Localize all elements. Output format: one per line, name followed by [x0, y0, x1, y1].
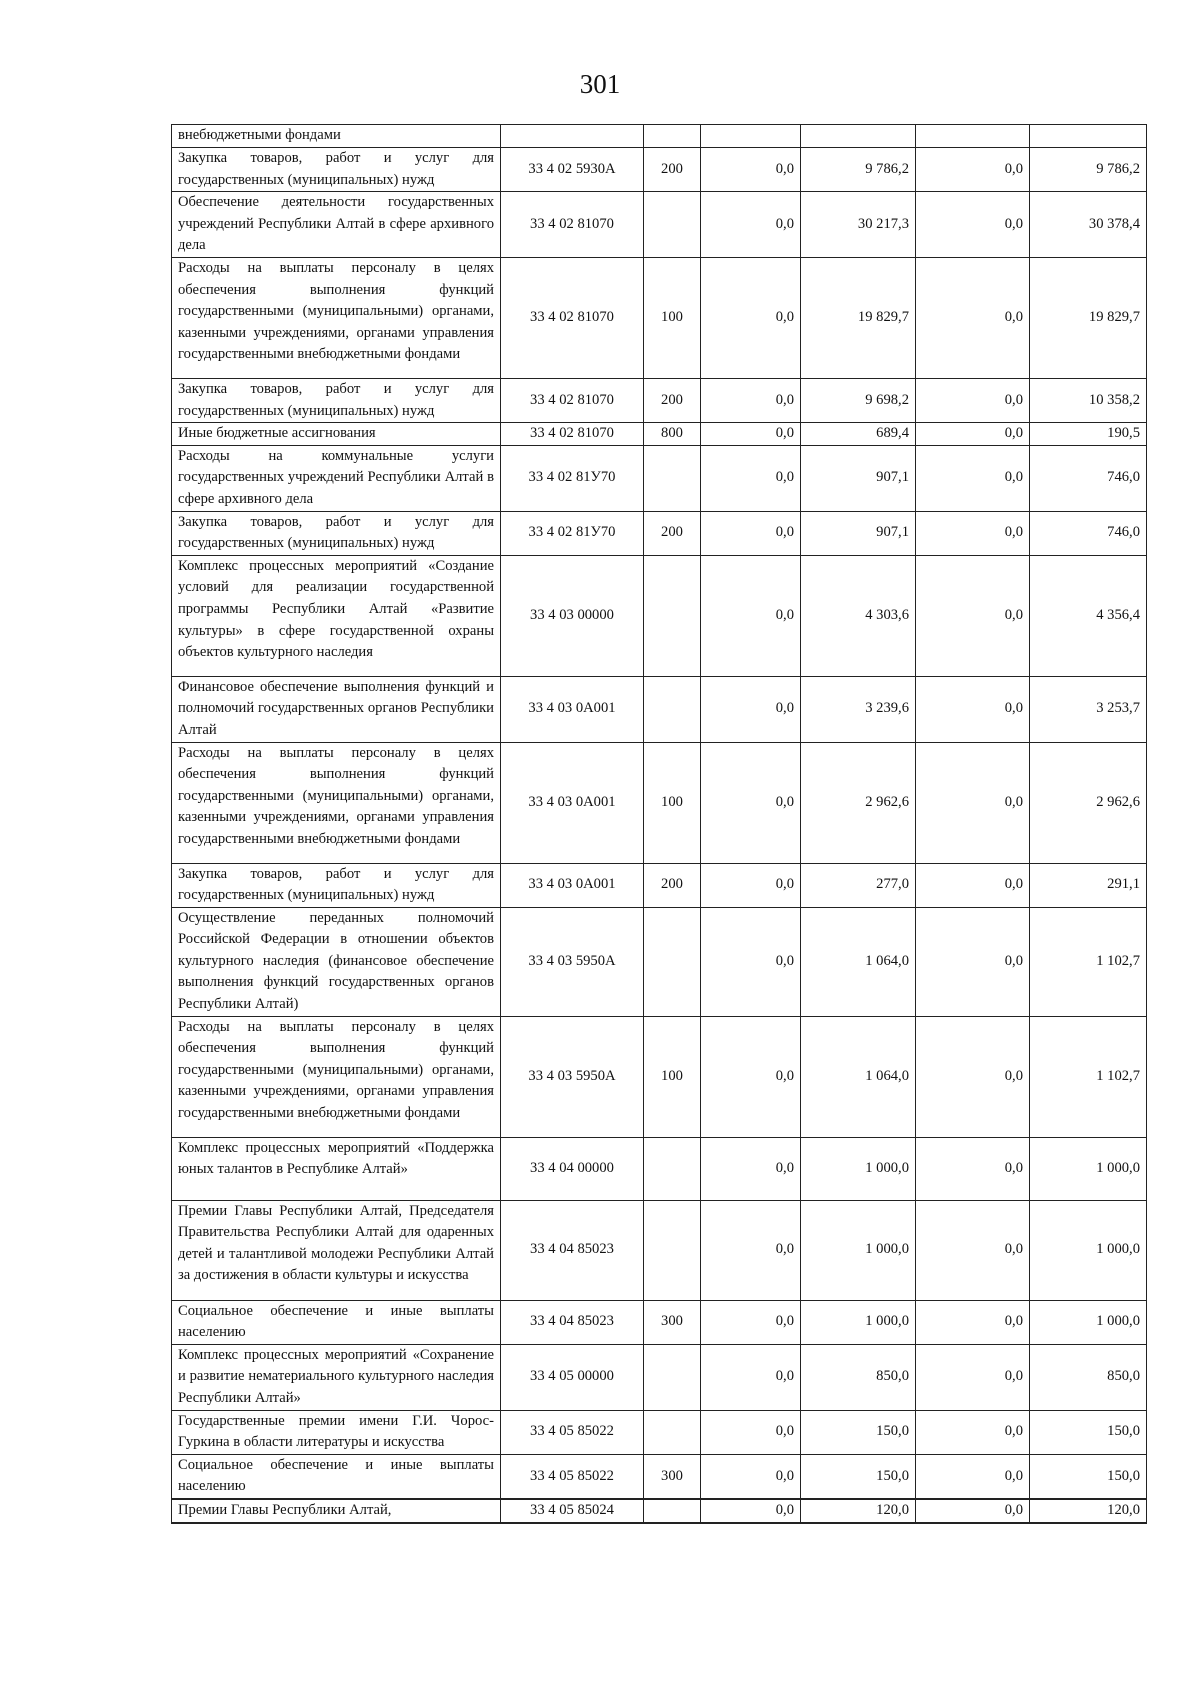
row-name-cell: Обеспечение деятельности государственных учреждений Республики Алтай в сфере архивного дела: [172, 192, 501, 258]
row-value-1-cell: 0,0: [701, 148, 801, 192]
row-name-cell: Комплекс процессных мероприятий «Сохранение и развитие нематериального культурного наследия Республики Алтай»: [172, 1344, 501, 1410]
row-value-4-cell: 1 000,0: [1030, 1200, 1147, 1300]
row-value-2-cell: 1 064,0: [801, 1016, 916, 1137]
row-value-1-cell: 0,0: [701, 257, 801, 378]
row-value-2-cell: 120,0: [801, 1499, 916, 1523]
row-name-cell: Государственные премии имени Г.И. Чорос-Гуркина в области литературы и искусства: [172, 1410, 501, 1454]
row-value-4-cell: 120,0: [1030, 1499, 1147, 1523]
row-code-cell: 33 4 02 81070: [501, 378, 644, 422]
row-name-cell: Расходы на выплаты персоналу в целях обеспечения выполнения функций государственными (муниципальными) органами, казенными учреждениями, органами управления государственными внебюджетными фондами: [172, 257, 501, 378]
row-code-cell: [501, 125, 644, 148]
row-value-1-cell: [701, 125, 801, 148]
row-value-2-cell: 1 000,0: [801, 1137, 916, 1200]
row-name-cell: Расходы на выплаты персоналу в целях обеспечения выполнения функций государственными (муниципальными) органами, казенными учреждениями, органами управления государственными внебюджетными фондами: [172, 1016, 501, 1137]
budget-table-body: [172, 125, 1147, 1523]
row-name-cell: Осуществление переданных полномочий Российской Федерации в отношении объектов культурного наследия (финансовое обеспечение выполнения функций государственных органов Республики Алтай): [172, 907, 501, 1016]
row-value-3-cell: 0,0: [916, 511, 1030, 555]
row-name-cell: Премии Главы Республики Алтай, Председателя Правительства Республики Алтай для одаренных детей и талантливой молодежи Республики Алтай за достижения в области культуры и искусства: [172, 1200, 501, 1300]
row-value-4-cell: 19 829,7: [1030, 257, 1147, 378]
table-row: [172, 1300, 1147, 1344]
row-value-4-cell: 10 358,2: [1030, 378, 1147, 422]
row-code-cell: 33 4 03 0А001: [501, 863, 644, 907]
row-value-1-cell: 0,0: [701, 1410, 801, 1454]
row-code-cell: 33 4 05 85024: [501, 1499, 644, 1523]
row-value-1-cell: 0,0: [701, 1454, 801, 1499]
row-value-2-cell: 907,1: [801, 511, 916, 555]
row-expense-type-cell: [644, 1410, 701, 1454]
row-value-1-cell: 0,0: [701, 863, 801, 907]
row-value-4-cell: 746,0: [1030, 445, 1147, 511]
table-row: [172, 257, 1147, 378]
row-expense-type-cell: 800: [644, 423, 701, 446]
table-row: [172, 1499, 1147, 1523]
row-expense-type-cell: [644, 676, 701, 742]
row-value-4-cell: 1 000,0: [1030, 1137, 1147, 1200]
row-value-3-cell: 0,0: [916, 192, 1030, 258]
row-code-cell: 33 4 05 85022: [501, 1454, 644, 1499]
row-expense-type-cell: 200: [644, 148, 701, 192]
row-value-4-cell: 3 253,7: [1030, 676, 1147, 742]
row-value-3-cell: 0,0: [916, 1499, 1030, 1523]
row-value-3-cell: 0,0: [916, 1200, 1030, 1300]
row-value-1-cell: 0,0: [701, 511, 801, 555]
row-code-cell: 33 4 02 81070: [501, 423, 644, 446]
row-value-4-cell: 30 378,4: [1030, 192, 1147, 258]
row-value-3-cell: 0,0: [916, 445, 1030, 511]
row-code-cell: 33 4 02 5930А: [501, 148, 644, 192]
row-code-cell: 33 4 04 85023: [501, 1200, 644, 1300]
row-value-4-cell: 1 000,0: [1030, 1300, 1147, 1344]
row-value-1-cell: 0,0: [701, 555, 801, 676]
row-name-cell: Закупка товаров, работ и услуг для государственных (муниципальных) нужд: [172, 511, 501, 555]
row-value-3-cell: 0,0: [916, 676, 1030, 742]
row-value-4-cell: 150,0: [1030, 1410, 1147, 1454]
row-code-cell: 33 4 04 00000: [501, 1137, 644, 1200]
row-value-1-cell: 0,0: [701, 192, 801, 258]
row-value-3-cell: 0,0: [916, 555, 1030, 676]
table-row: [172, 1016, 1147, 1137]
row-expense-type-cell: [644, 1344, 701, 1410]
row-value-1-cell: 0,0: [701, 676, 801, 742]
row-expense-type-cell: [644, 907, 701, 1016]
row-code-cell: 33 4 03 5950А: [501, 907, 644, 1016]
row-value-2-cell: 1 064,0: [801, 907, 916, 1016]
row-value-1-cell: 0,0: [701, 423, 801, 446]
row-value-1-cell: 0,0: [701, 1499, 801, 1523]
table-row: [172, 742, 1147, 863]
row-code-cell: 33 4 02 81У70: [501, 511, 644, 555]
row-name-cell: Премии Главы Республики Алтай,: [172, 1499, 501, 1523]
row-code-cell: 33 4 03 00000: [501, 555, 644, 676]
row-expense-type-cell: 300: [644, 1454, 701, 1499]
row-value-2-cell: 9 698,2: [801, 378, 916, 422]
row-value-1-cell: 0,0: [701, 1200, 801, 1300]
table-row: [172, 907, 1147, 1016]
row-value-3-cell: 0,0: [916, 742, 1030, 863]
row-value-2-cell: 4 303,6: [801, 555, 916, 676]
row-name-cell: Социальное обеспечение и иные выплаты населению: [172, 1454, 501, 1499]
row-code-cell: 33 4 04 85023: [501, 1300, 644, 1344]
row-code-cell: 33 4 02 81070: [501, 192, 644, 258]
row-expense-type-cell: [644, 445, 701, 511]
row-expense-type-cell: 100: [644, 742, 701, 863]
row-value-1-cell: 0,0: [701, 1016, 801, 1137]
row-name-cell: Социальное обеспечение и иные выплаты населению: [172, 1300, 501, 1344]
row-value-1-cell: 0,0: [701, 1300, 801, 1344]
table-row: [172, 378, 1147, 422]
table-row: [172, 676, 1147, 742]
row-value-1-cell: 0,0: [701, 1344, 801, 1410]
row-value-2-cell: 2 962,6: [801, 742, 916, 863]
table-row: [172, 1344, 1147, 1410]
row-value-3-cell: [916, 125, 1030, 148]
table-row: [172, 1454, 1147, 1499]
row-value-2-cell: 150,0: [801, 1410, 916, 1454]
table-row: [172, 555, 1147, 676]
row-value-2-cell: 1 000,0: [801, 1300, 916, 1344]
row-name-cell: Расходы на выплаты персоналу в целях обеспечения выполнения функций государственными (муниципальными) органами, казенными учреждениями, органами управления государственными внебюджетными фондами: [172, 742, 501, 863]
row-value-4-cell: 150,0: [1030, 1454, 1147, 1499]
row-value-4-cell: 2 962,6: [1030, 742, 1147, 863]
row-value-3-cell: 0,0: [916, 1137, 1030, 1200]
row-value-3-cell: 0,0: [916, 1300, 1030, 1344]
row-value-2-cell: [801, 125, 916, 148]
row-code-cell: 33 4 05 85022: [501, 1410, 644, 1454]
row-value-3-cell: 0,0: [916, 907, 1030, 1016]
row-value-4-cell: 1 102,7: [1030, 907, 1147, 1016]
row-value-2-cell: 277,0: [801, 863, 916, 907]
page-number: 301: [579, 69, 621, 99]
table-row: [172, 148, 1147, 192]
row-name-cell: внебюджетными фондами: [172, 125, 501, 148]
row-value-3-cell: 0,0: [916, 378, 1030, 422]
table-row: [172, 1200, 1147, 1300]
row-expense-type-cell: [644, 192, 701, 258]
row-name-cell: Иные бюджетные ассигнования: [172, 423, 501, 446]
row-expense-type-cell: [644, 125, 701, 148]
budget-table: [171, 124, 1147, 1524]
row-expense-type-cell: 200: [644, 863, 701, 907]
row-name-cell: Закупка товаров, работ и услуг для государственных (муниципальных) нужд: [172, 863, 501, 907]
row-value-4-cell: 4 356,4: [1030, 555, 1147, 676]
table-row: [172, 445, 1147, 511]
table-row: [172, 125, 1147, 148]
row-value-2-cell: 9 786,2: [801, 148, 916, 192]
row-value-3-cell: 0,0: [916, 148, 1030, 192]
row-value-3-cell: 0,0: [916, 257, 1030, 378]
table-row: [172, 863, 1147, 907]
row-value-4-cell: 746,0: [1030, 511, 1147, 555]
row-value-1-cell: 0,0: [701, 907, 801, 1016]
row-value-3-cell: 0,0: [916, 1344, 1030, 1410]
row-value-2-cell: 30 217,3: [801, 192, 916, 258]
row-value-4-cell: 1 102,7: [1030, 1016, 1147, 1137]
row-expense-type-cell: 300: [644, 1300, 701, 1344]
table-row: [172, 1137, 1147, 1200]
row-value-3-cell: 0,0: [916, 1454, 1030, 1499]
row-code-cell: 33 4 03 0А001: [501, 742, 644, 863]
row-value-2-cell: 150,0: [801, 1454, 916, 1499]
row-value-3-cell: 0,0: [916, 1016, 1030, 1137]
row-code-cell: 33 4 03 0А001: [501, 676, 644, 742]
row-value-4-cell: 9 786,2: [1030, 148, 1147, 192]
row-value-1-cell: 0,0: [701, 1137, 801, 1200]
row-value-2-cell: 3 239,6: [801, 676, 916, 742]
row-name-cell: Закупка товаров, работ и услуг для государственных (муниципальных) нужд: [172, 378, 501, 422]
row-code-cell: 33 4 05 00000: [501, 1344, 644, 1410]
row-name-cell: Комплекс процессных мероприятий «Поддержка юных талантов в Республике Алтай»: [172, 1137, 501, 1200]
row-value-2-cell: 907,1: [801, 445, 916, 511]
row-expense-type-cell: 200: [644, 378, 701, 422]
row-value-2-cell: 689,4: [801, 423, 916, 446]
row-expense-type-cell: [644, 1200, 701, 1300]
row-value-3-cell: 0,0: [916, 863, 1030, 907]
row-value-3-cell: 0,0: [916, 423, 1030, 446]
row-value-1-cell: 0,0: [701, 378, 801, 422]
row-expense-type-cell: 100: [644, 257, 701, 378]
row-code-cell: 33 4 03 5950А: [501, 1016, 644, 1137]
row-expense-type-cell: 200: [644, 511, 701, 555]
row-name-cell: Закупка товаров, работ и услуг для государственных (муниципальных) нужд: [172, 148, 501, 192]
row-name-cell: Комплекс процессных мероприятий «Создание условий для реализации государственной программы Республики Алтай «Развитие культуры» в сфере государственной охраны объектов культурного наследия: [172, 555, 501, 676]
row-code-cell: 33 4 02 81У70: [501, 445, 644, 511]
row-value-1-cell: 0,0: [701, 445, 801, 511]
row-code-cell: 33 4 02 81070: [501, 257, 644, 378]
table-row: [172, 511, 1147, 555]
row-name-cell: Финансовое обеспечение выполнения функций и полномочий государственных органов Республики Алтай: [172, 676, 501, 742]
row-value-2-cell: 850,0: [801, 1344, 916, 1410]
row-expense-type-cell: 100: [644, 1016, 701, 1137]
row-expense-type-cell: [644, 1499, 701, 1523]
row-value-4-cell: 291,1: [1030, 863, 1147, 907]
row-value-2-cell: 19 829,7: [801, 257, 916, 378]
row-value-4-cell: 190,5: [1030, 423, 1147, 446]
row-expense-type-cell: [644, 555, 701, 676]
table-row: [172, 192, 1147, 258]
table-row: [172, 1410, 1147, 1454]
table-row: [172, 423, 1147, 446]
row-value-2-cell: 1 000,0: [801, 1200, 916, 1300]
row-name-cell: Расходы на коммунальные услуги государственных учреждений Республики Алтай в сфере архивного дела: [172, 445, 501, 511]
row-value-1-cell: 0,0: [701, 742, 801, 863]
row-value-4-cell: [1030, 125, 1147, 148]
row-value-3-cell: 0,0: [916, 1410, 1030, 1454]
row-value-4-cell: 850,0: [1030, 1344, 1147, 1410]
row-expense-type-cell: [644, 1137, 701, 1200]
